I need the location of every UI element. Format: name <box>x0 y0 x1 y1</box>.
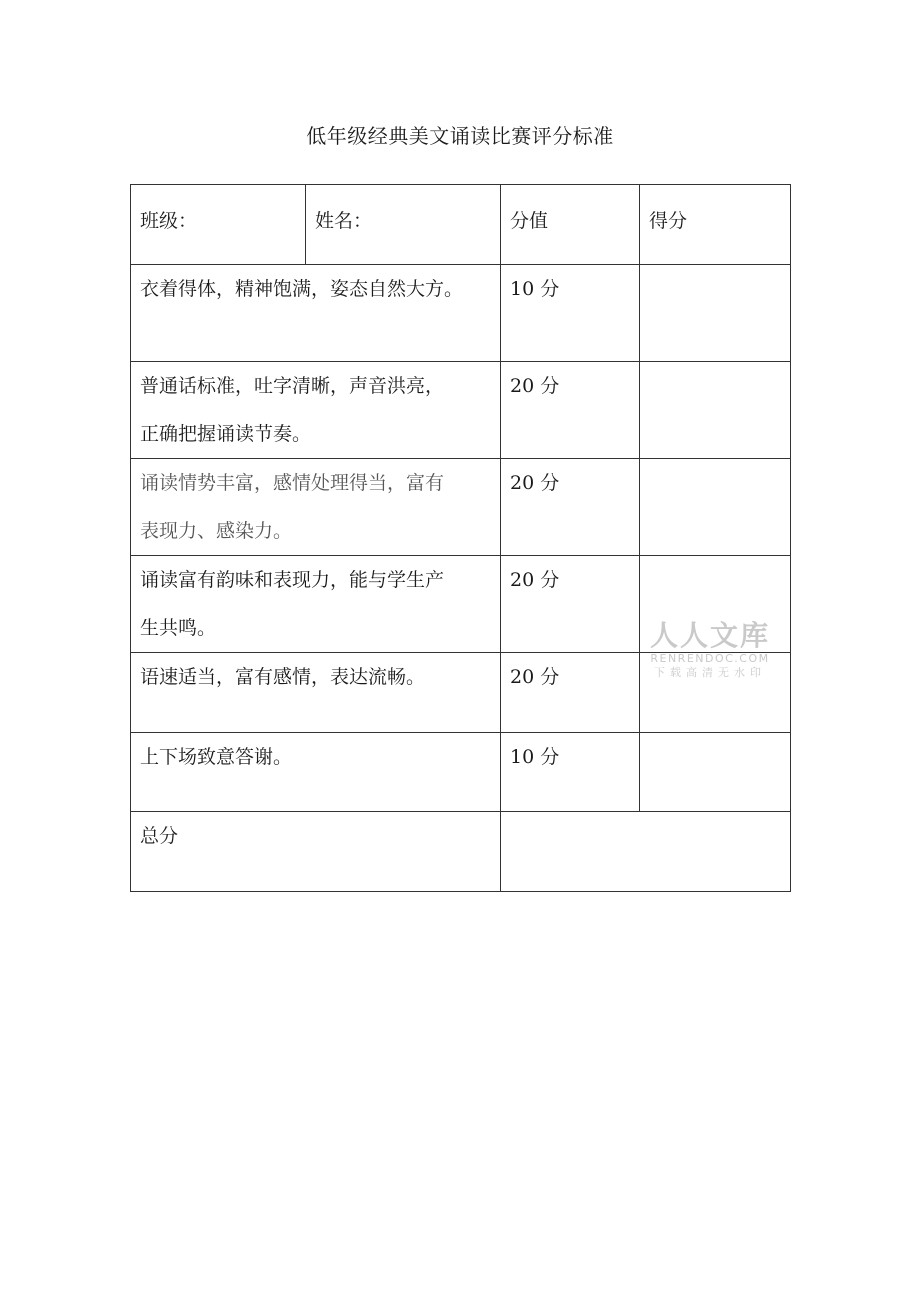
score-header-label: 得分 <box>649 210 688 232</box>
points-header-label: 分值 <box>510 210 549 232</box>
criterion-line: 诵读富有韵味和表现力，能与学生产 <box>140 569 445 591</box>
criterion-row <box>131 459 791 556</box>
score-cell[interactable] <box>640 459 791 556</box>
criterion-line: 上下场致意答谢。 <box>140 746 293 768</box>
criterion-line: 正确把握诵读节奏。 <box>140 423 312 445</box>
criterion-points: 20 分 <box>501 362 640 459</box>
criterion-points: 10 分 <box>501 265 640 362</box>
score-cell[interactable] <box>640 733 791 812</box>
criterion-line: 语速适当，富有感情，表达流畅。 <box>140 666 426 688</box>
total-row <box>131 812 791 892</box>
watermark-logo-text: 人人文库 <box>649 619 770 652</box>
criterion-row <box>131 362 791 459</box>
name-field[interactable] <box>306 185 501 265</box>
name-label: 姓名： <box>315 210 373 232</box>
score-cell[interactable] <box>640 362 791 459</box>
criterion-text <box>131 653 501 733</box>
score-header <box>640 185 791 265</box>
points-header <box>501 185 640 265</box>
criterion-text <box>131 556 501 653</box>
criterion-text <box>131 362 501 459</box>
criterion-text <box>131 733 501 812</box>
class-label: 班级： <box>140 210 198 232</box>
criterion-points: 20 分 <box>501 459 640 556</box>
score-cell[interactable] <box>640 265 791 362</box>
watermark <box>640 620 780 680</box>
watermark-url: RENRENDOC.COM <box>650 652 770 665</box>
criterion-line: 衣着得体，精神饱满，姿态自然大方。 <box>140 278 464 300</box>
total-score-cell[interactable] <box>501 812 791 892</box>
criterion-line: 生共鸣。 <box>140 617 217 639</box>
scoring-table <box>130 184 791 892</box>
criterion-text <box>131 265 501 362</box>
criterion-row <box>131 265 791 362</box>
criterion-text <box>131 459 501 556</box>
criterion-points: 20 分 <box>501 556 640 653</box>
criterion-points: 10 分 <box>501 733 640 812</box>
watermark-subtitle: 下载高清无水印 <box>654 666 766 679</box>
criterion-line: 普通话标准，吐字清晰，声音洪亮， <box>140 375 445 397</box>
criterion-points: 20 分 <box>501 653 640 733</box>
total-label: 总分 <box>131 812 501 892</box>
criterion-line: 诵读情势丰富，感情处理得当，富有 <box>140 472 445 494</box>
header-row <box>131 185 791 265</box>
criterion-line: 表现力、感染力。 <box>140 520 293 542</box>
class-field[interactable] <box>131 185 306 265</box>
page-title: 低年级经典美文诵读比赛评分标准 <box>306 124 614 148</box>
criterion-row <box>131 733 791 812</box>
